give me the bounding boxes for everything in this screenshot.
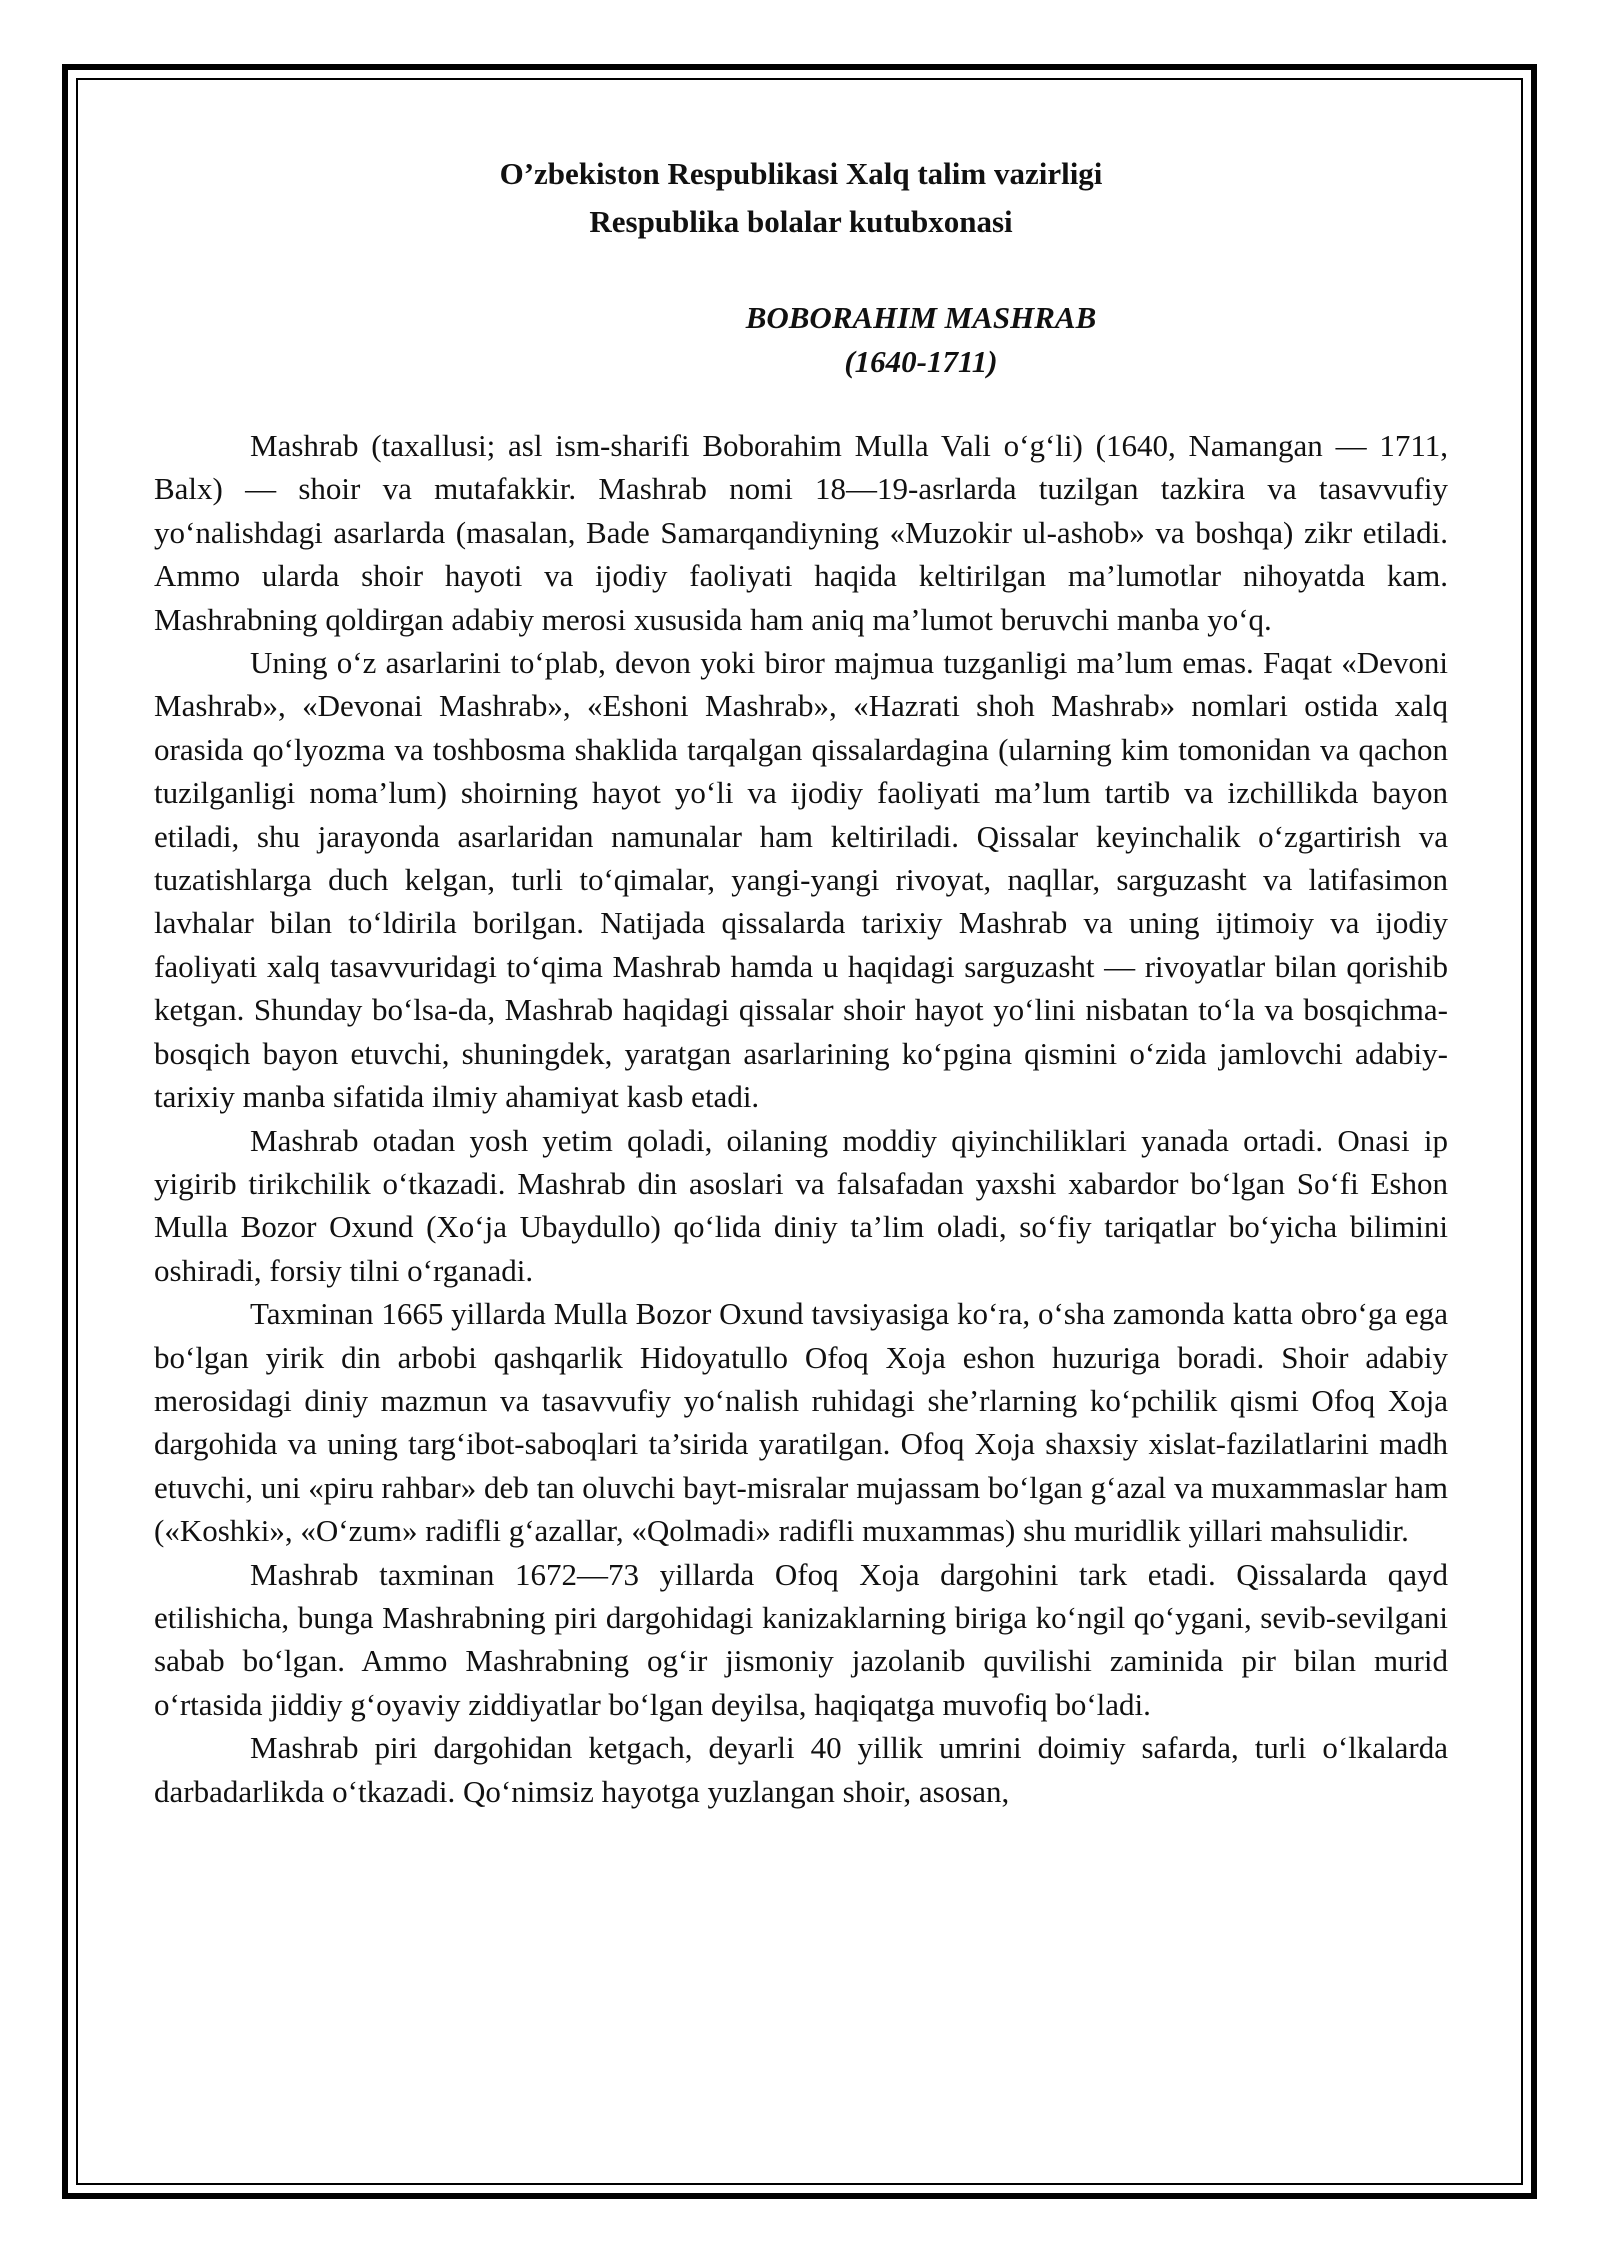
paragraph: Mashrab taxminan 1672—73 yillarda Ofoq Xoja dargohini tark etadi. Qissalarda qayd etilishicha, bunga Mashrabning piri dargohidagi kanizaklarning biriga ko‘ngil qo‘ygani, sevib-sevilgani sabab bo‘lgan. Ammo Mashrabning og‘ir jismoniy jazolanib quvilishi zaminida pir bilan murid o‘rtasida jiddiy g‘oyaviy ziddiyatlar bo‘lgan deyilsa, haqiqatga muvofiq bo‘ladi. xyxy=(154,1556,1448,1722)
paragraph: Mashrab otadan yosh yetim qoladi, oilaning moddiy qiyinchiliklari yanada ortadi. Onasi ip yigirib tirikchilik o‘tkazadi. Mashrab din asoslari va falsafadan yaxshi xabardor bo‘lgan So‘fi Eshon Mulla Bozor Oxund (Xo‘ja Ubaydullo) qo‘lida diniy ta’lim oladi, so‘fiy tariqatlar bo‘yicha bilimini oshiradi, forsiy tilni o‘rganadi. xyxy=(154,1122,1448,1288)
document-content xyxy=(154,150,1448,1813)
paragraph: Uning o‘z asarlarini to‘plab, devon yoki biror majmua tuzganligi ma’lum emas. Faqat «Devoni Mashrab», «Devonai Mashrab», «Eshoni Mashrab», «Hazrati shoh Mashrab» nomlari ostida xalq orasida qo‘lyozma va toshbosma shaklida tarqalgan qissalardagina (ularning kim tomonidan va qachon tuzilganligi noma’lum) shoirning hayot yo‘li va ijodiy faoliyati ma’lum tartib va izchillikda bayon etiladi, shu jarayonda asarlaridan namunalar ham keltiriladi. Qissalar keyinchalik o‘zgartirish va tuzatishlarga duch kelgan, turli to‘qimalar, yangi-yangi rivoyat, naqllar, sarguzasht va latifasimon lavhalar bilan to‘ldirila borilgan. Natijada qissalarda tarixiy Mashrab va uning ijtimoiy va ijodiy faoliyati xalq tasavvuridagi to‘qima Mashrab hamda u haqidagi sarguzasht — rivoyatlar bilan qorishib ketgan. Shunday bo‘lsa-da, Mashrab haqidagi qissalar shoir hayot yo‘lini nisbatan to‘la va bosqichma-bosqich bayon etuvchi, shuningdek, yaratgan asarlarining ko‘pgina qismini o‘zida jamlovchi adabiy-tarixiy manba sifatida ilmiy ahamiyat kasb etadi. xyxy=(154,645,1448,1115)
library-heading: Respublika bolalar kutubxonasi xyxy=(589,204,1013,239)
title-block xyxy=(154,296,1448,384)
document-title: BOBORAHIM MASHRAB xyxy=(745,300,1097,335)
ministry-heading: O’zbekiston Respublikasi Xalq talim vazirligi xyxy=(499,156,1103,191)
body-text xyxy=(154,424,1448,1813)
paragraph: Taxminan 1665 yillarda Mulla Bozor Oxund tavsiyasiga ko‘ra, o‘sha zamonda katta obro‘ga ega bo‘lgan yirik din arbobi qashqarlik Hidoyatullo Ofoq Xoja eshon huzuriga boradi. Shoir adabiy merosidagi diniy mazmun va tasavvufiy yo‘nalish ruhidagi she’rlarning ko‘pchilik qismi Ofoq Xoja dargohida va uning targ‘ibot-saboqlari ta’sirida yaratilgan. Ofoq Xoja shaxsiy xislat-fazilatlarini madh etuvchi, uni «piru rahbar» deb tan oluvchi bayt-misralar mujassam bo‘lgan g‘azal va muxammaslar ham («Koshki», «O‘zum» radifli g‘azallar, «Qolmadi» radifli muxammas) shu muridlik yillari mahsulidir. xyxy=(154,1296,1448,1549)
title-years: (1640-1711) xyxy=(844,344,998,379)
paragraph: Mashrab (taxallusi; asl ism-sharifi Boborahim Mulla Vali o‘g‘li) (1640, Namangan — 1711, Balx) — shoir va mutafakkir. Mashrab nomi 18—19-asrlarda tuzilgan tazkira va tasavvufiy yo‘nalishdagi asarlarda (masalan, Bade Samarqandiyning «Muzokir ul-ashob» va boshqa) zikr etiladi. Ammo ularda shoir hayoti va ijodiy faoliyati haqida keltirilgan ma’lumotlar nihoyatda kam. Mashrabning qoldirgan adabiy merosi xususida ham aniq ma’lumot beruvchi manba yo‘q. xyxy=(154,428,1448,637)
paragraph: Mashrab piri dargohidan ketgach, deyarli 40 yillik umrini doimiy safarda, turli o‘lkalarda darbadarlikda o‘tkazadi. Qo‘nimsiz hayotga yuzlangan shoir, asosan, xyxy=(154,1730,1448,1809)
